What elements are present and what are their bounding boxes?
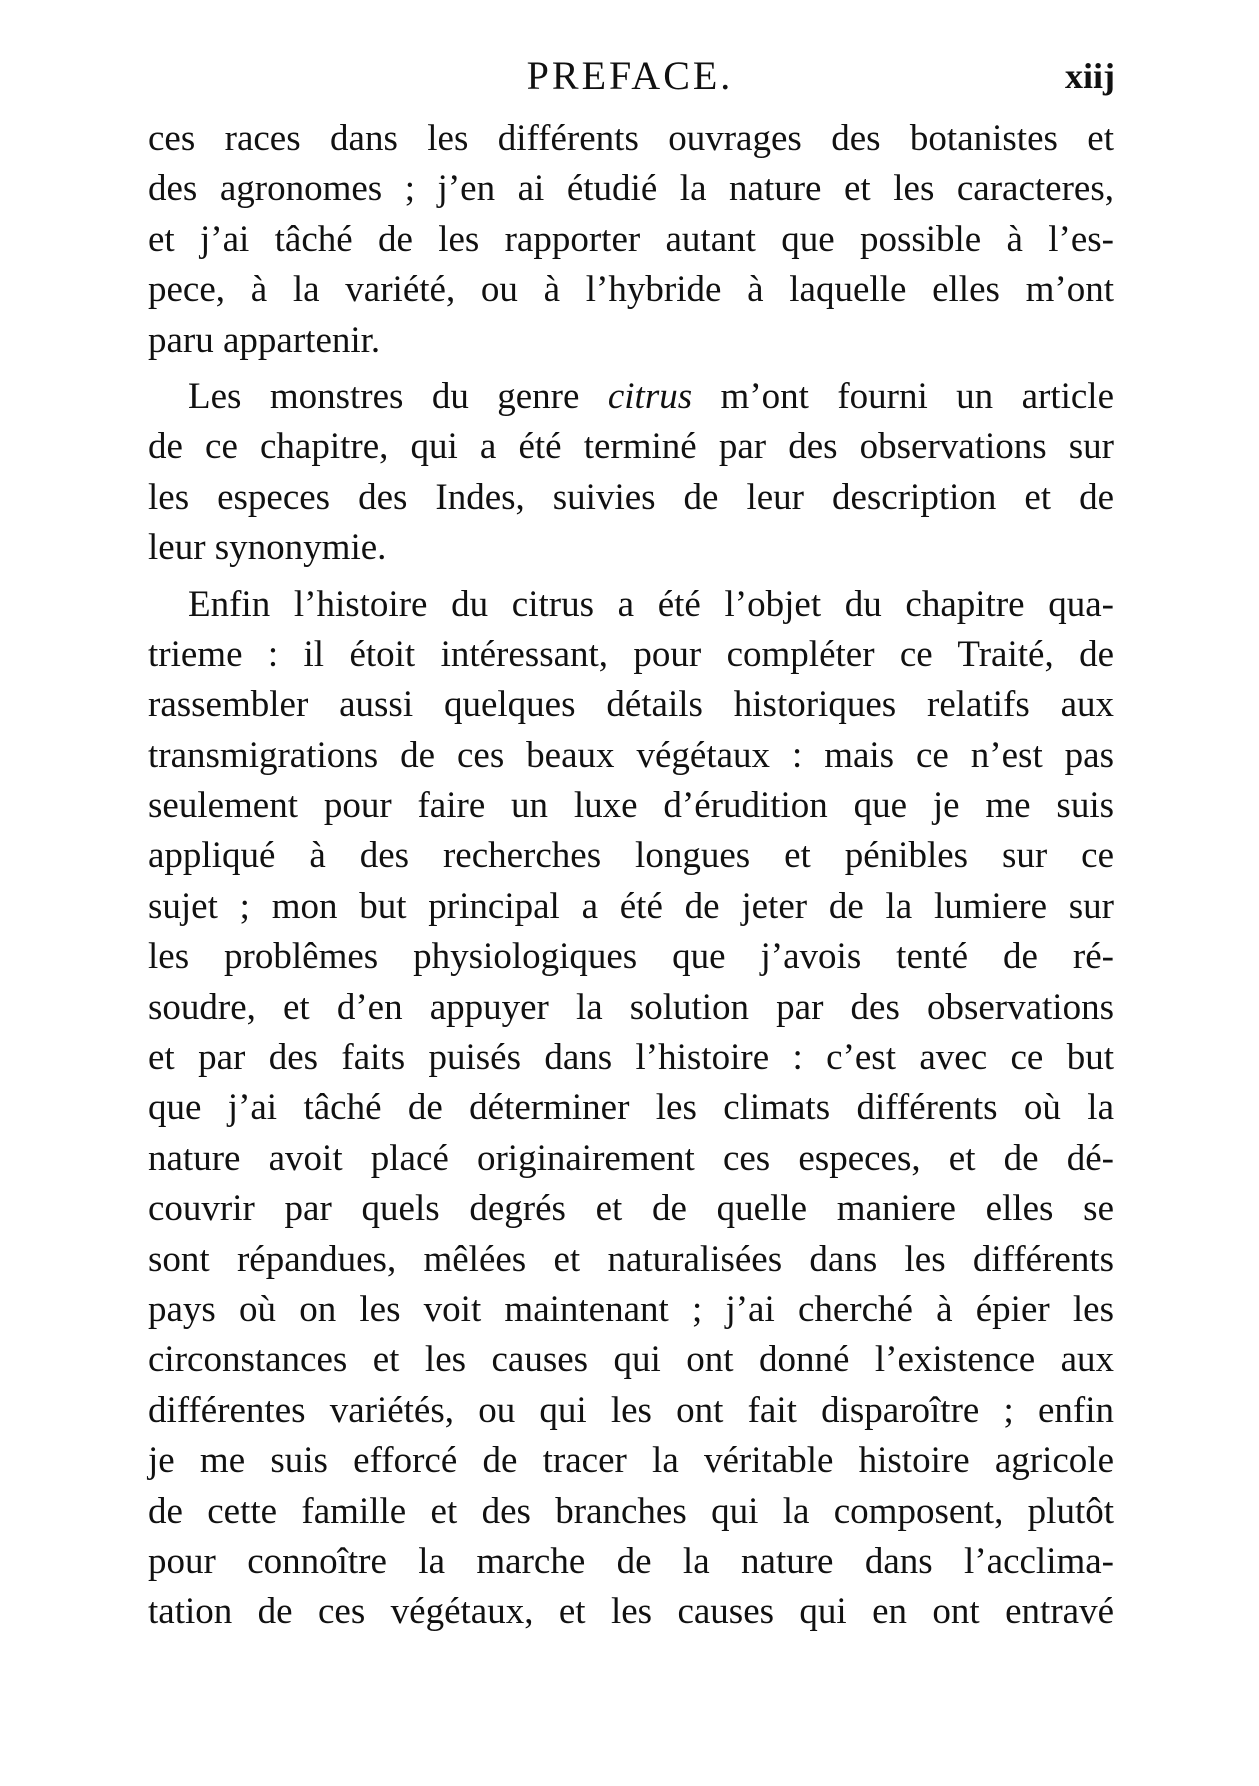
text-line: pece, à la variété, ou à l’hybride à laquelle elles m’ont (148, 269, 1114, 311)
text-line: pays où on les voit maintenant ; j’ai cherché à épier les (148, 1288, 1114, 1330)
text-line: nature avoit placé originairement ces especes, et de dé- (148, 1137, 1114, 1179)
text-line: de cette famille et des branches qui la composent, plutôt (148, 1490, 1114, 1532)
text-line: ces races dans les différents ouvrages des botanistes et (148, 118, 1114, 159)
text-line: de ce chapitre, qui a été terminé par des observations sur (148, 426, 1114, 468)
text-line: les problêmes physiologiques que j’avois tenté de ré- (148, 936, 1114, 978)
paragraph (148, 580, 1114, 1638)
text-line: paru appartenir. (148, 319, 381, 361)
text-line: je me suis efforcé de tracer la véritable histoire agricole (148, 1440, 1114, 1482)
text-segment: Les monstres du genre (188, 375, 608, 417)
text-line: circonstances et les causes qui ont donné l’existence aux (148, 1339, 1114, 1381)
paragraph (148, 372, 1114, 574)
text-line: leur synonymie. (148, 527, 387, 569)
running-title: PREFACE. (526, 53, 734, 98)
text-line: des agronomes ; j’en ai étudié la nature et les caracteres, (148, 168, 1114, 210)
text-line: Enfin l’histoire du citrus a été l’objet du chapitre qua- (188, 583, 1114, 625)
text-line: pour connoître la marche de la nature dans l’acclima- (148, 1540, 1114, 1582)
text-line: appliqué à des recherches longues et pénibles sur ce (148, 835, 1114, 877)
text-line: sujet ; mon but principal a été de jeter de la lumiere sur (148, 885, 1114, 927)
text-line: différentes variétés, ou qui les ont fait disparoître ; enfin (148, 1389, 1114, 1431)
body-text (148, 114, 1114, 1638)
text-line: que j’ai tâché de déterminer les climats différents où la (148, 1087, 1114, 1129)
text-line: sont répandues, mêlées et naturalisées dans les différents (148, 1238, 1114, 1280)
text-line: couvrir par quels degrés et de quelle maniere elles se (148, 1188, 1114, 1230)
running-head (145, 48, 1115, 104)
page-number: xiij (1065, 56, 1115, 96)
text-line: les especes des Indes, suivies de leur description et de (148, 476, 1114, 518)
text-line: et j’ai tâché de les rapporter autant que possible à l’es- (148, 218, 1114, 260)
italic-term: citrus (607, 375, 693, 417)
text-line: tation de ces végétaux, et les causes qui en ont entravé (148, 1591, 1114, 1633)
text-line: rassembler aussi quelques détails historiques relatifs aux (148, 684, 1114, 726)
text-line (148, 372, 1114, 422)
text-line: transmigrations de ces beaux végétaux : mais ce n’est pas (148, 734, 1114, 776)
text-line: seulement pour faire un luxe d’érudition que je me suis (148, 785, 1114, 827)
paragraph (148, 114, 1114, 366)
text-line: soudre, et d’en appuyer la solution par des observations (148, 986, 1114, 1028)
text-line: trieme : il étoit intéressant, pour compléter ce Traité, de (148, 633, 1114, 675)
text-line: et par des faits puisés dans l’histoire : c’est avec ce but (148, 1037, 1114, 1079)
text-segment: m’ont fourni un article (692, 375, 1114, 417)
